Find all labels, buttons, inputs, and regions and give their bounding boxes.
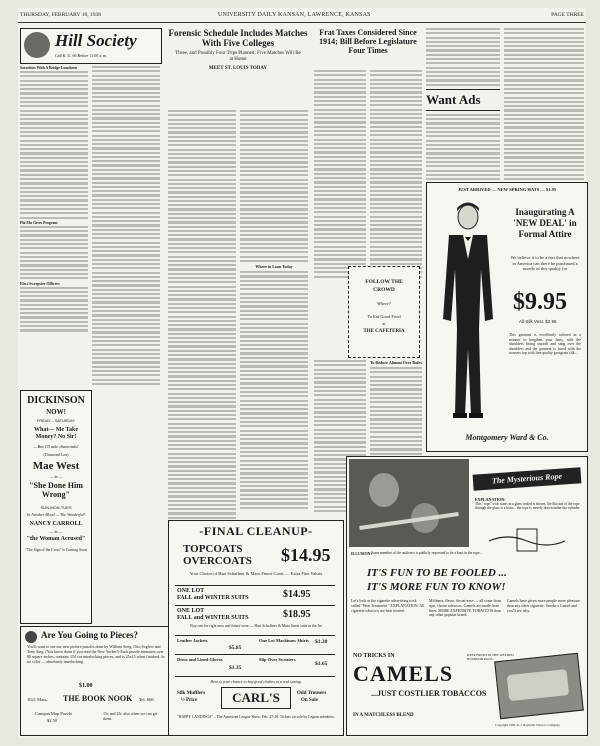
header-date: THURSDAY, FEBRUARY 10, 1938 xyxy=(20,12,101,18)
body-text xyxy=(240,271,308,509)
dickinson-now: NOW! xyxy=(46,408,66,416)
cleanup-left2: ½ Price xyxy=(181,698,198,703)
hill-society-col-a xyxy=(20,66,88,334)
camel-pack-illustration xyxy=(494,653,584,719)
ward-price: $9.95 xyxy=(513,289,567,315)
cafeteria-l2: CROWD xyxy=(373,287,395,293)
cleanup-row1-b: FALL and WINTER SUITS xyxy=(177,595,249,601)
cleanup-right: Odd Trousers xyxy=(297,691,327,696)
cleanup-topcoats: TOPCOATS xyxy=(183,543,243,555)
dickinson-star2: NANCY CARROLL xyxy=(29,521,83,527)
cleanup-good-1: Leather Jackets xyxy=(177,638,208,643)
carls-logo: CARL'S xyxy=(221,687,291,709)
ward-price-sub: All-Silk Vest. $2.95 xyxy=(519,319,557,324)
puzzle-piece-icon xyxy=(25,631,37,643)
camels-copyright: Copyright 1938, R. J. Reynolds Tobacco Company xyxy=(495,723,560,727)
page-header xyxy=(18,8,586,22)
body-text xyxy=(504,28,584,180)
body-text xyxy=(168,110,236,519)
dickinson-star: Mae West xyxy=(32,460,80,472)
cleanup-good-3-price: $1.35 xyxy=(229,665,242,671)
body-text xyxy=(426,114,500,185)
cleanup-row1-price: $14.95 xyxy=(283,589,311,600)
dickinson-in: — in — xyxy=(49,474,63,479)
camels-p1b-text: EXPLANATION: All cigarette tobaccos are heat treated. xyxy=(351,603,425,613)
cafeteria-ad xyxy=(348,266,420,358)
cleanup-good-2-price: $1.20 xyxy=(315,639,328,645)
book-nook-address: 1021 Mass. xyxy=(27,697,48,702)
puzzle-note: 15c and 25c also when we can get them. xyxy=(103,711,158,721)
header-paper: UNIVERSITY DAILY KANSAN, LAWRENCE, KANSAS xyxy=(218,12,371,18)
ward-brand: Montgomery Ward & Co. xyxy=(465,433,549,442)
ward-tag: JUST ARRIVED — NEW SPRING HATS — $1.95 xyxy=(457,187,557,192)
cafeteria-l3: Where? xyxy=(377,301,391,306)
book-nook-tel: Tel. 666 xyxy=(139,697,154,702)
dickinson-days: FRIDAY – SATURDAY xyxy=(37,419,75,423)
camels-notrick: NO TRICKS IN xyxy=(353,653,395,659)
book-nook-shop: THE BOOK NOOK xyxy=(63,694,133,703)
cleanup-good-3: Dress and Lined Gloves xyxy=(177,657,223,662)
cleanup-good-2: One Lot Mackinaw Shirts xyxy=(259,638,309,643)
body-text xyxy=(426,28,500,86)
ward-body: We believe it to be a fact that nowhere in America can there be purchased a tuxedo of this quality for xyxy=(510,255,580,272)
cafeteria-l6: THE CAFETERIA xyxy=(363,329,405,334)
forensic-col-a xyxy=(168,110,236,521)
camels-p1-text: Let's look at the cigarette advertising trick called "Heat Treatment." xyxy=(351,599,417,608)
hill-society-col-b xyxy=(92,66,160,387)
forensic-subhead2: Where in Loan Today xyxy=(255,264,293,270)
puzzle-price: $2.50 xyxy=(47,718,58,723)
camels-illusion: Some member of the audience is publicly requested to tie a knot in the rope... xyxy=(371,551,483,555)
cafeteria-l5: at xyxy=(382,321,386,326)
hill-society-item-head: Elect Sweepster Officers xyxy=(20,281,60,286)
cafeteria-l4: To Eat Good Food xyxy=(367,314,401,319)
carls-cleanup-ad xyxy=(168,520,344,736)
cleanup-row2-price: $18.95 xyxy=(283,609,311,620)
body-text xyxy=(92,66,160,385)
cleanup-overcoats: OVERCOATS xyxy=(183,555,252,567)
dickinson-with: (Diamond Lou) xyxy=(43,452,69,457)
camels-p1 xyxy=(351,599,425,613)
cafeteria-l1: FOLLOW THE xyxy=(365,279,403,285)
camels-keep: KEEP FRESH IN THE WELDED HUMIDOR PACK xyxy=(467,653,514,661)
dickinson-plus: In Another Mood — The Wonderful! xyxy=(27,512,85,517)
cleanup-left: Silk Mufflers xyxy=(177,691,206,696)
body-text xyxy=(314,70,366,278)
frat-col-b xyxy=(370,70,422,280)
cleanup-price-main: $14.95 xyxy=(281,545,331,565)
cleanup-good-4-price: $1.65 xyxy=(315,661,328,667)
wantads-column xyxy=(426,28,500,187)
forensic-deck: Three, and Possibly Four Trips Planned; Five Matches Will Be at Home xyxy=(175,51,301,62)
dickinson-title: DICKINSON xyxy=(27,395,85,406)
body-text xyxy=(20,226,88,280)
book-nook-title: Are You Going to Pieces? xyxy=(41,630,138,640)
frat-taxes-article xyxy=(314,28,422,55)
tuxedo-man-illustration xyxy=(435,199,501,423)
montgomery-ward-ad xyxy=(426,182,588,452)
forensic-article xyxy=(168,28,308,74)
cleanup-good-4: Slip Over Sweaters xyxy=(259,657,296,662)
camels-p2: Mildness, flavor, throat-ease — all come from ripe, choice tobaccos. Camels are made from finer, MORE EXPENSIVE TOBACCOS than any other popular brand. xyxy=(429,599,502,618)
forensic-subhead: MEET ST. LOUIS TODAY xyxy=(208,66,268,71)
hill-society-banner xyxy=(20,28,162,64)
hill-society-item-head: Sororities With A Bridge Luncheon xyxy=(20,66,78,70)
camels-p3: Camels have given more people more pleasure than any other cigarette. Smoke a Camel and you'll see why. xyxy=(507,599,580,613)
dickinson-tag2: —But I'll take diamonds! xyxy=(33,444,79,449)
hill-society-logo-icon xyxy=(24,32,50,58)
hill-society-title: Hill Society xyxy=(55,31,137,50)
camels-ad xyxy=(346,456,588,736)
book-nook-price: $1.00 xyxy=(79,683,93,689)
frat-subhead: To Reduce Alumni Over Rules xyxy=(370,360,422,365)
magician-photo xyxy=(349,459,469,547)
dickinson-sun: SUN-MON-TUES xyxy=(40,505,72,510)
camels-fun1: IT'S FUN TO BE FOOLED ... xyxy=(367,567,507,579)
cleanup-foot: "HAPPY LANDINGS" – The American League Show, Feb. 27-28. Tickets on sale by Legion members. xyxy=(177,715,335,719)
body-text xyxy=(20,71,88,219)
hill-society-item-head: Phi Mu Gives Program xyxy=(20,220,58,225)
forensic-headline: Forensic Schedule Includes Matches With Five Colleges xyxy=(168,28,308,48)
frat-taxes-headline: Frat Taxes Considered Since 1914; Bill Before Legislature Four Times xyxy=(319,28,417,55)
cleanup-row2-sub: Buy one for right now and future wear — Hart Schaffner & Marx finest suits in the lot xyxy=(190,624,322,628)
cleanup-note: Here is your chance to buy good clothes at a real saving. xyxy=(210,679,302,684)
cleanup-good-1-price: $5.85 xyxy=(229,645,242,651)
frat-col-a xyxy=(314,70,366,280)
ward-fine: This garment is excellently tailored in a manner to lengthen your lines, with the shoulders fitting smooth and snug over the shoulders and the garment is faced with the trousers top with fine quality grosgrain silk... xyxy=(509,333,581,356)
camels-ribbon: The Mysterious Rope xyxy=(473,467,582,490)
header-rule xyxy=(18,22,586,23)
dickinson-extra: "The Sign of the Cross" is Coming Soon xyxy=(25,548,87,552)
body-text xyxy=(370,70,422,278)
camels-fun2: IT'S MORE FUN TO KNOW! xyxy=(367,581,506,593)
dickinson-theater-ad xyxy=(20,390,92,624)
body-text xyxy=(240,110,308,262)
header-page: PAGE THREE xyxy=(551,12,584,18)
camels-explain-head: EXPLANATION: xyxy=(475,497,506,502)
dickinson-film: "She Done Him Wrong" xyxy=(29,481,83,499)
rope-diagram-icon xyxy=(487,527,567,553)
camels-brand: CAMELS xyxy=(353,661,454,686)
body-text xyxy=(20,287,88,332)
ward-headline: Inaugurating A 'NEW DEAL' in Formal Attire xyxy=(513,207,577,239)
dickinson-in2: — in — xyxy=(49,529,63,534)
dickinson-tag1: What— Me Take Money? No Sir! xyxy=(33,427,78,440)
book-nook-body: You'll want to see our new picture puzzles done by William Steig, Otto Soglow and Tony Sarg. (You know them if you read the New Yorker!) Each puzzle measures over 80 square inches, contains 154 cut interlocking pieces, and is 25x15 when finished. In no color — absolutely interlocking. xyxy=(27,644,165,664)
cleanup-right2: On Sale xyxy=(301,698,318,703)
camels-seamless: IN A MATCHLESS BLEND xyxy=(353,713,414,718)
camels-explain: This "rope" trick starts in a glass sealed is shown, the illusion of the rope through the glass is a hoax... the rope is merely drawn under the cylinder. xyxy=(475,502,581,511)
cleanup-row1-a: ONE LOT xyxy=(177,588,205,594)
cleanup-row2-a: ONE LOT xyxy=(177,608,205,614)
book-nook-ad xyxy=(20,626,172,736)
sidebar-column xyxy=(504,28,584,182)
camels-costlier: ...JUST COSTLIER TOBACCOS xyxy=(371,689,487,698)
newspaper-page xyxy=(18,8,586,738)
cleanup-row2-b: FALL and WINTER SUITS xyxy=(177,615,249,621)
puzzle-item: Campus Map Puzzle xyxy=(35,711,73,716)
camels-illusion-head: ILLUSION: xyxy=(351,551,372,556)
hill-society-subtitle: Call K. U. 66 Before 11:00 a. m. xyxy=(55,53,108,58)
cleanup-sub: Your Choice of Hart Schaffner & Marx Finest Coats — Extra Fine Values xyxy=(189,571,323,576)
wantads-title: Want Ads xyxy=(426,89,500,111)
forensic-col-b xyxy=(240,110,308,511)
dickinson-film2: "the Woman Accused" xyxy=(26,536,86,542)
cleanup-title: -FINAL CLEANUP- xyxy=(199,524,313,538)
